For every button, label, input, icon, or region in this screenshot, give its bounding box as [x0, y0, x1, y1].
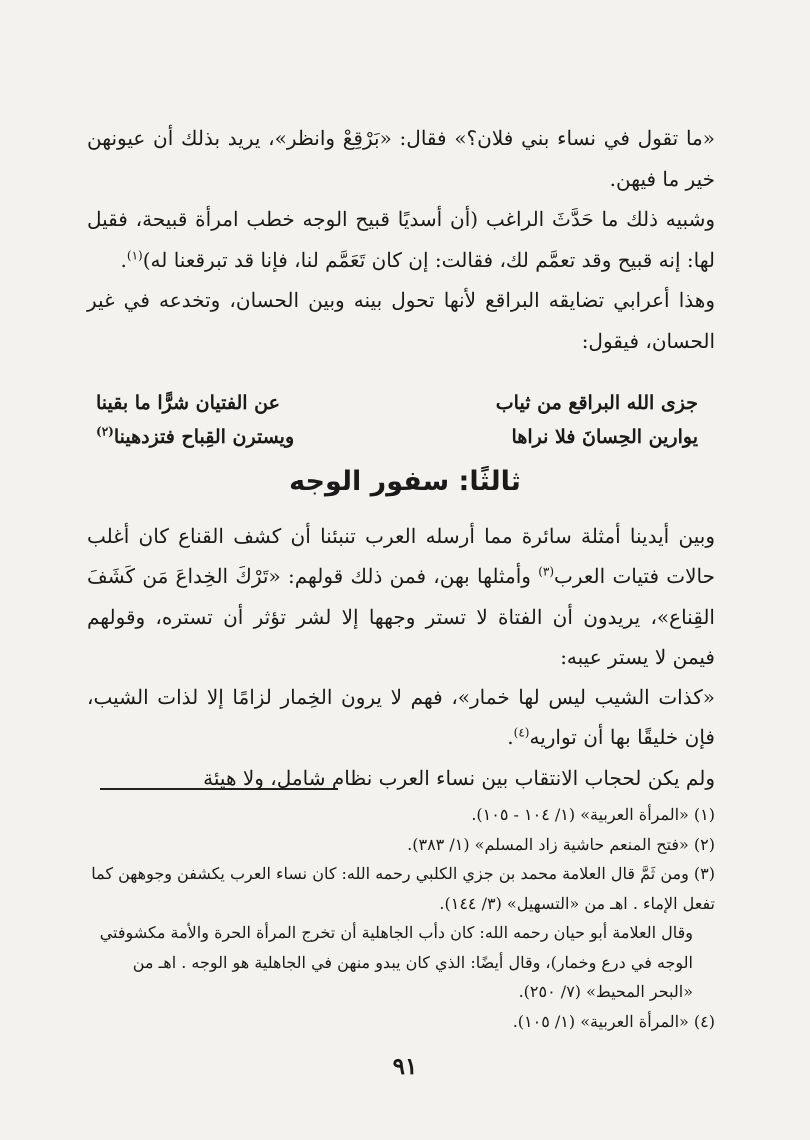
verse-line-2-second-text: ويسترن القِباح فتزدهينا — [113, 426, 295, 448]
verse-line-2 — [96, 420, 698, 454]
poem-verse — [96, 386, 698, 454]
intro-paragraph-1: «ما تقول في نساء بني فلان؟» فقال: «بَرْقِعْ وانظر»، يريد بذلك أن عيونهن خير ما فيهن. — [87, 126, 715, 191]
section-heading: ثالثًا: سفور الوجه — [289, 466, 521, 497]
footnote-ref-1: (١) — [126, 247, 143, 262]
footnote-2: (٢) «فتح المنعم حاشية زاد المسلم» (١/ ٣٨٣). — [407, 834, 715, 854]
body-paragraph-1-start: وبين أيدينا أمثلة سائرة مما أرسله العرب تنبئنا أن كشف القناع كان أغلب حالات فتيات العرب — [87, 524, 715, 589]
footnote-4: (٤) «المرأة العربية» (١/ ١٠٥). — [512, 1011, 715, 1031]
body-paragraph-2-end: . — [507, 725, 514, 750]
verse-line-1-first-hemistich: جزى الله البراقع من ثياب — [495, 392, 698, 414]
intro-paragraph-2-end: . — [120, 247, 127, 272]
intro-paragraph-2 — [87, 199, 715, 280]
footnote-ref-3: (٣) — [538, 564, 555, 579]
verse-line-1-second-hemistich: عن الفتيان شرًّا ما بقينا — [96, 392, 280, 414]
footnote-ref-2: (٢) — [96, 424, 114, 439]
footnote-3-continuation: وقال العلامة أبو حيان رحمه الله: كان دأب الجاهلية أن تخرج المرأة الحرة والأمة مكشوفتي الوجه في درع وخمار)، وقال أيضًا: الذي كان يبدو منهن في الجاهلية هو الوجه . اهـ من «البحر المحيط» (٧/ ٢٥٠). — [99, 923, 693, 1001]
verse-line-2-second-hemistich — [96, 420, 294, 454]
verse-line-2-first-hemistich: يوارين الحِسانَ فلا نراها — [511, 426, 698, 448]
intro-paragraph-3: وهذا أعرابي تضايقه البراقع لأنها تحول بينه وبين الحسان، وتخدعه في غير الحسان، فيقول: — [87, 288, 715, 353]
body-paragraph-1 — [87, 516, 715, 677]
intro-paragraph-2-text: وشبيه ذلك ما حَدَّثَ الراغب (أن أسديًا قبيح الوجه خطب امرأة قبيحة، فقيل لها: إنه قبيح وقد تعمَّم لك، فقالت: إن كان تَعَمَّم لنا، فإنا قد تبرقعنا له) — [87, 207, 715, 272]
intro-text — [87, 118, 715, 361]
page-number: ٩١ — [392, 1053, 418, 1080]
footnote-3: (٣) ومن ثَمَّ قال العلامة محمد بن جزي الكلبي رحمه الله: كان نساء العرب يكشفن وجوههن كما تفعل الإماء . اهـ من «التسهيل» (٣/ ١٤٤). — [91, 864, 715, 913]
footnotes — [87, 800, 715, 1036]
body-text — [87, 516, 715, 798]
footnote-divider — [100, 788, 338, 790]
body-paragraph-3: ولم يكن لحجاب الانتقاب بين نساء العرب نظام شامل، ولا هيئة — [203, 765, 715, 790]
verse-line-1 — [96, 386, 698, 420]
footnote-ref-4: (٤) — [513, 725, 530, 740]
body-paragraph-1-end: وأمثلها بهن، فمن ذلك قولهم: «تَرْكَ الخِداعَ مَن كَشَفَ القِناع»، يريدون أن الفتاة لا تستر وجهها إلا لشر تؤثر أن تستره، وقولهم فيمن لا يستر عيبه: — [87, 564, 715, 669]
body-paragraph-2 — [87, 677, 715, 758]
footnote-1: (١) «المرأة العربية» (١/ ١٠٤ - ١٠٥). — [471, 805, 715, 824]
body-paragraph-2-text: «كذات الشيب ليس لها خمار»، فهم لا يرون الخِمار لزامًا إلا لذات الشيب، فإن خليقًا بها أن تواريه — [87, 685, 715, 750]
